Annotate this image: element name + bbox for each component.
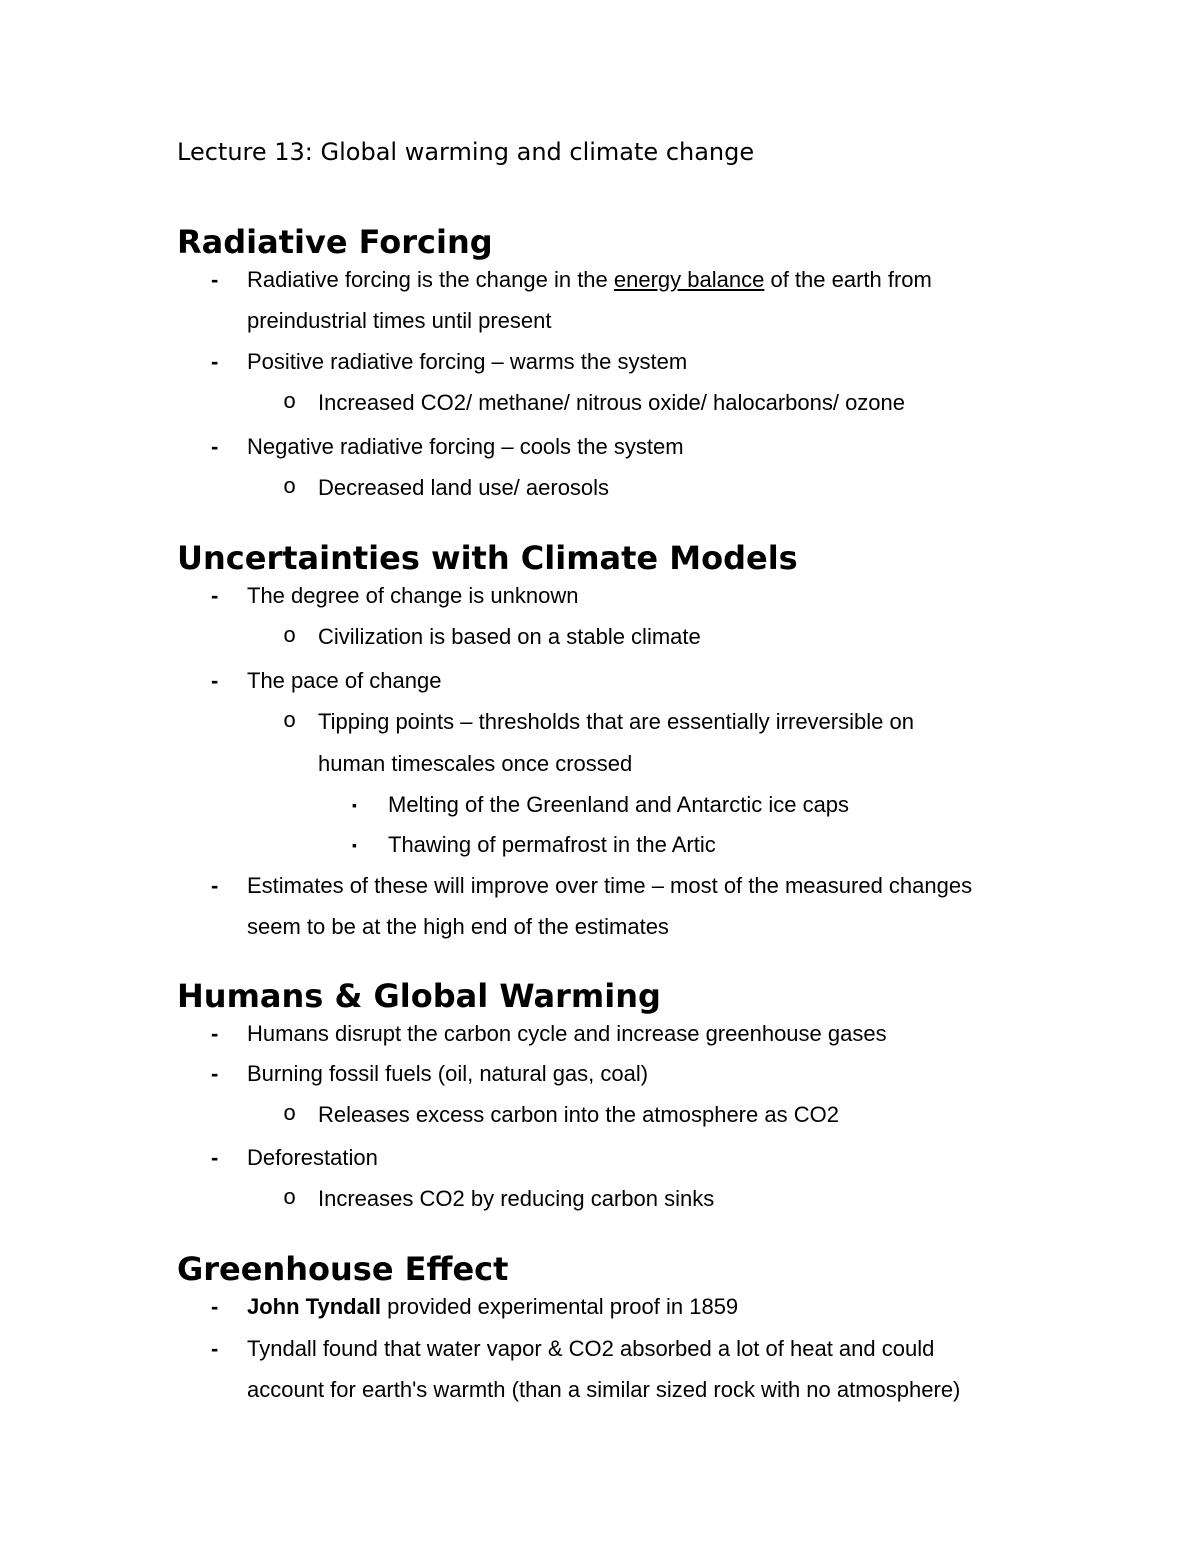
heading-uncertainties: Uncertainties with Climate Models: [177, 539, 798, 577]
circle-bullet: o: [283, 1102, 297, 1127]
sub-sub-bullet-permafrost: Thawing of permafrost in the Artic: [388, 832, 716, 857]
heading-greenhouse-effect: Greenhouse Effect: [177, 1250, 509, 1288]
bullet-estimates: Estimates of these will improve over time – most of the measured changes: [247, 873, 973, 898]
dash-bullet: -: [211, 1294, 219, 1319]
circle-bullet: o: [283, 390, 297, 415]
bullet-text: of the earth from: [764, 267, 932, 292]
bullet-radiative-forcing-definition: [247, 265, 932, 295]
dash-bullet: -: [211, 583, 219, 608]
sub-bullet-land-use: Decreased land use/ aerosols: [318, 475, 610, 500]
bullet-continuation: account for earth's warmth (than a similar sized rock with no atmosphere): [247, 1377, 961, 1402]
bullet-text: provided experimental proof in 1859: [381, 1294, 739, 1319]
circle-bullet: o: [283, 624, 297, 649]
bullet-fossil-fuels: Burning fossil fuels (oil, natural gas, coal): [247, 1061, 649, 1086]
circle-bullet: o: [283, 475, 297, 500]
dash-bullet: -: [211, 267, 219, 292]
square-bullet: ▪: [352, 837, 357, 853]
dash-bullet: -: [211, 349, 219, 374]
bullet-deforestation: Deforestation: [247, 1145, 378, 1170]
heading-radiative-forcing: Radiative Forcing: [177, 223, 493, 261]
bullet-carbon-cycle: Humans disrupt the carbon cycle and increase greenhouse gases: [247, 1021, 887, 1046]
tyndall-name: John Tyndall: [247, 1294, 382, 1319]
circle-bullet: o: [283, 709, 297, 734]
sub-bullet-continuation: human timescales once crossed: [318, 751, 633, 776]
dash-bullet: -: [211, 668, 219, 693]
bullet-john-tyndall: [247, 1292, 738, 1322]
sub-bullet-increased-gases: Increased CO2/ methane/ nitrous oxide/ halocarbons/ ozone: [318, 390, 906, 415]
bullet-positive-forcing: Positive radiative forcing – warms the system: [247, 349, 688, 374]
dash-bullet: -: [211, 1145, 219, 1170]
sub-bullet-civilization: Civilization is based on a stable climate: [318, 624, 701, 649]
bullet-continuation: preindustrial times until present: [247, 308, 552, 333]
bullet-continuation: seem to be at the high end of the estimates: [247, 914, 669, 939]
energy-balance-term: energy balance: [613, 267, 765, 292]
sub-sub-bullet-ice-caps: Melting of the Greenland and Antarctic ice caps: [388, 792, 850, 817]
bullet-text: Radiative forcing is the change in the: [247, 267, 614, 292]
circle-bullet: o: [283, 1186, 297, 1211]
bullet-tyndall-findings: Tyndall found that water vapor & CO2 absorbed a lot of heat and could: [247, 1336, 935, 1361]
dash-bullet: -: [211, 873, 219, 898]
dash-bullet: -: [211, 1336, 219, 1361]
lecture-title: Lecture 13: Global warming and climate change: [177, 138, 755, 166]
dash-bullet: -: [211, 434, 219, 459]
sub-bullet-carbon-sinks: Increases CO2 by reducing carbon sinks: [318, 1186, 715, 1211]
heading-humans-global-warming: Humans & Global Warming: [177, 977, 661, 1015]
sub-bullet-excess-carbon: Releases excess carbon into the atmosphere as CO2: [318, 1102, 839, 1127]
dash-bullet: -: [211, 1061, 219, 1086]
square-bullet: ▪: [352, 797, 357, 813]
bullet-degree-of-change: The degree of change is unknown: [247, 583, 579, 608]
sub-bullet-tipping-points: Tipping points – thresholds that are essentially irreversible on: [318, 709, 914, 734]
bullet-pace-of-change: The pace of change: [247, 668, 442, 693]
dash-bullet: -: [211, 1021, 219, 1046]
bullet-negative-forcing: Negative radiative forcing – cools the system: [247, 434, 684, 459]
